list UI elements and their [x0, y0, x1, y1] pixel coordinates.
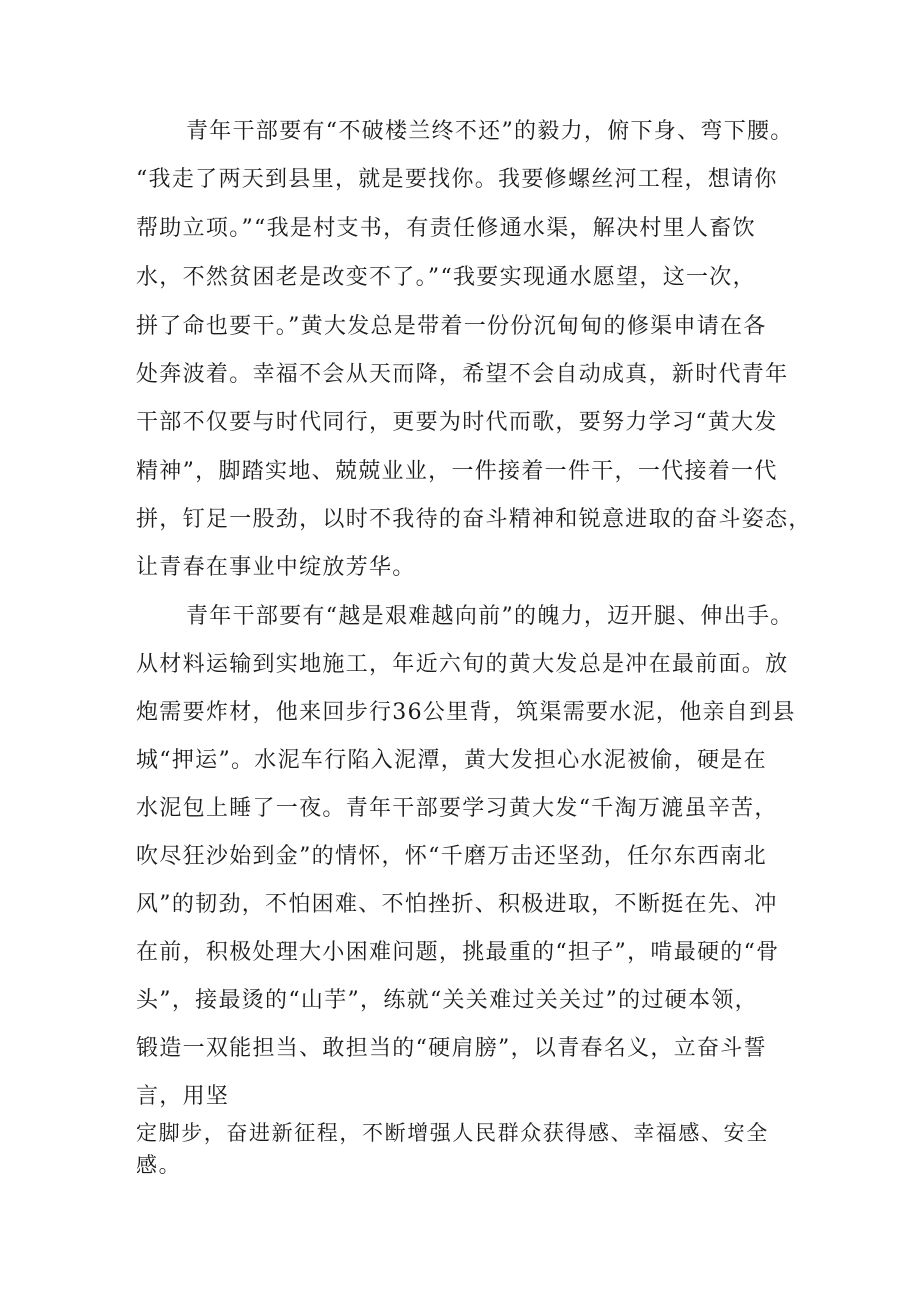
paragraph-1-line-5: 拼了命也要干。”黄大发总是带着一份份沉甸甸的修渠申请在各 [136, 314, 767, 339]
paragraph-2-line-3: 炮需要炸材，他来回步行36公里背，筑渠需要水泥，他亲自到县 [136, 700, 796, 725]
paragraph-2-line-7: 风”的韧劲，不怕困难、不怕挫折、积极进取，不断挺在先、冲 [136, 892, 778, 917]
paragraph-2-line-5: 水泥包上睡了一夜。青年干部要学习黄大发“千淘万漉虽辛苦， [136, 796, 778, 821]
paragraph-1-line-1: 青年干部要有“不破楼兰终不还”的毅力，俯下身、弯下腰。 [186, 119, 794, 144]
paragraph-2-line-4: 城“押运”。水泥车行陷入泥潭，黄大发担心水泥被偷，硬是在 [136, 748, 767, 773]
paragraph-2-line-11: 言，用坚 [136, 1084, 230, 1109]
paragraph-1-line-9: 拼，钉足一股劲，以时不我待的奋斗精神和锐意进取的奋斗姿态， [136, 507, 812, 532]
paragraph-1-line-3: 帮助立项。”“我是村支书，有责任修通水渠，解决村里人畜饮 [136, 216, 756, 241]
paragraph-2-line-6: 吹尽狂沙始到金”的情怀，怀“千磨万击还坚劲，任尔东西南北 [136, 844, 767, 869]
paragraph-1-line-2: “我走了两天到县里，就是要找你。我要修螺丝河工程，想请你 [136, 167, 778, 192]
paragraph-1-line-8: 精神”，脚踏实地、兢兢业业，一件接着一件干，一代接着一代 [136, 459, 778, 484]
paragraph-2-line-10: 锻造一双能担当、敢担当的“硬肩膀”，以青春名义，立奋斗誓 [136, 1036, 767, 1061]
paragraph-2-line-8: 在前，积极处理大小困难问题，挑最重的“担子”，啃最硬的“骨 [136, 940, 780, 965]
paragraph-1-line-7: 干部不仅要与时代同行，更要为时代而歌，要努力学习“黄大发 [136, 410, 778, 435]
paragraph-2-line-9: 头”，接最烫的“山芋”，练就“关关难过关关过”的过硬本领， [136, 988, 758, 1013]
paragraph-2-line-13: 感。 [136, 1153, 182, 1177]
paragraph-2-line-12: 定脚步，奋进新征程，不断增强人民群众获得感、幸福感、安全 [136, 1121, 769, 1145]
paragraph-1-line-6: 处奔波着。幸福不会从天而降，希望不会自动成真，新时代青年 [136, 362, 789, 387]
paragraph-1-line-10: 让青春在事业中绽放芳华。 [136, 555, 416, 580]
paragraph-1-line-4: 水，不然贫困老是改变不了。”“我要实现通水愿望，这一次， [136, 265, 756, 290]
paragraph-2-line-1: 青年干部要有“越是艰难越向前”的魄力，迈开腿、伸出手。 [186, 604, 794, 629]
paragraph-2-line-2: 从材料运输到实地施工，年近六旬的黄大发总是冲在最前面。放 [136, 652, 789, 677]
